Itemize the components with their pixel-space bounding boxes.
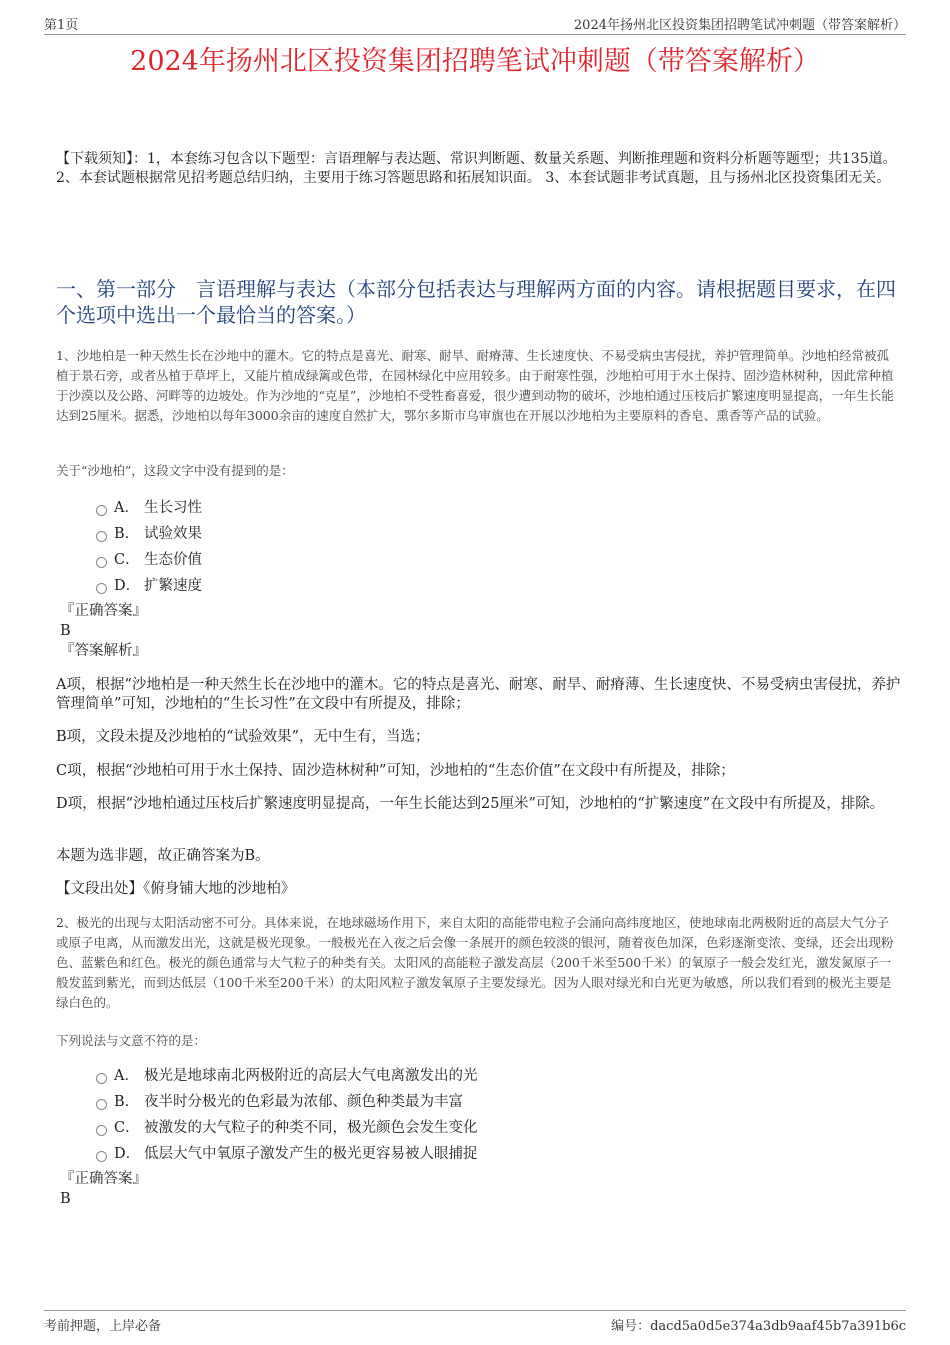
q1-passage: 1、沙地柏是一种天然生长在沙地中的灌木。它的特点是喜光、耐寒、耐旱、耐瘠薄、生长速度快、不易受病虫害侵扰，养护管理简单。沙地柏经常被孤植于景石旁，或者丛植于草坪上，又能片植成绿篱或色带，在园林绿化中应用较多。由于耐寒性强，沙地柏可用于水土保持、固沙造林树种，因此常种植于沙漠以及公路、河畔等的边坡处。作为沙地的“克星”，沙地柏不受牲畜喜爱，很少遭到动物的破坏，沙地柏通过压枝后扩繁速度明显提高，一年生长能达到25厘米。据悉，沙地柏以每年3000余亩的速度自然扩大，鄂尔多斯市乌审旗也在开展以沙地柏为主要原料的香皂、熏香等产品的试验。 [56, 348, 894, 423]
q1-option-c[interactable]: C． 生态价值 [96, 548, 202, 574]
q1-answer-label: 『正确答案』 [60, 603, 147, 619]
page-title: 2024年扬州北区投资集团招聘笔试冲刺题（带答案解析） [130, 46, 820, 77]
q1-option-b[interactable]: B． 试验效果 [96, 522, 202, 548]
radio-icon[interactable] [96, 1125, 107, 1136]
radio-icon[interactable] [96, 505, 107, 516]
q1-analysis-a: A项，根据“沙地柏是一种天然生长在沙地中的灌木。它的特点是喜光、耐寒、耐旱、耐瘠薄、生长速度快、不易受病虫害侵扰，养护管理简单”可知，沙地柏的“生长习性”在文段中有所提及，排除； [56, 677, 901, 712]
q2-option-b[interactable]: B． 夜半时分极光的色彩最为浓郁、颜色种类最为丰富 [96, 1090, 478, 1116]
radio-icon[interactable] [96, 1151, 107, 1162]
q1-option-d[interactable]: D． 扩繁速度 [96, 574, 202, 600]
q1-source: 【文段出处】《俯身铺大地的沙地柏》 [56, 881, 296, 897]
q1-conclusion: 本题为选非题，故正确答案为B。 [56, 848, 270, 864]
q2-answer-label: 『正确答案』 [60, 1171, 147, 1187]
q1-analysis-label: 『答案解析』 [60, 643, 147, 659]
q1-option-a[interactable]: A． 生长习性 [96, 496, 202, 522]
doc-code: dacd5a0d5e374a3db9aaf45b7a391b6c [650, 1319, 906, 1334]
q1-question: 关于“沙地柏”，这段文字中没有提到的是： [56, 463, 294, 478]
q1-options [96, 496, 202, 600]
radio-icon[interactable] [96, 531, 107, 542]
footer-code: 编号：dacd5a0d5e374a3db9aaf45b7a391b6c [611, 1319, 906, 1334]
radio-icon[interactable] [96, 583, 107, 594]
radio-icon[interactable] [96, 557, 107, 568]
header-doc-title: 2024年扬州北区投资集团招聘笔试冲刺题（带答案解析） [573, 18, 906, 33]
q2-answer: B [60, 1191, 71, 1207]
q1-analysis-b: B项，文段未提及沙地柏的“试验效果”，无中生有，当选； [56, 729, 430, 745]
q2-option-a[interactable]: A． 极光是地球南北两极附近的高层大气电离激发出的光 [96, 1064, 478, 1090]
radio-icon[interactable] [96, 1073, 107, 1084]
q1-analysis-c: C项，根据“沙地柏可用于水土保持、固沙造林树种”可知，沙地柏的“生态价值”在文段中有所提及，排除； [56, 763, 735, 779]
q1-analysis-d: D项，根据“沙地柏通过压枝后扩繁速度明显提高，一年生长能达到25厘米”可知，沙地柏的“扩繁速度”在文段中有所提及，排除。 [56, 796, 885, 812]
q2-passage: 2、极光的出现与太阳活动密不可分。具体来说，在地球磁场作用下，来自太阳的高能带电粒子会涌向高纬度地区，使地球南北两极附近的高层大气分子或原子电离，从而激发出光，这就是极光现象。一般极光在入夜之后会像一条展开的颜色较淡的银河，随着夜色加深，色彩逐渐变浓、变绿，还会出现粉色、蓝紫色和红色。极光的颜色通常与大气粒子的种类有关。太阳风的高能粒子激发高层（200千米至500千米）的氧原子一般会发红光，激发氮原子一般发蓝到紫光，而到达低层（100千米至200千米）的太阳风粒子激发氧原子主要发绿光。因为人眼对绿光和白光更为敏感，所以我们看到的极光主要是绿白色的。 [56, 915, 894, 1010]
q1-answer: B [60, 623, 71, 639]
page-number: 第1页 [44, 18, 79, 33]
page-header [44, 14, 906, 35]
section-title: 一、第一部分 言语理解与表达（本部分包括表达与理解两方面的内容。请根据题目要求，在四个选项中选出一个最恰当的答案。） [56, 277, 896, 327]
page-footer [44, 1310, 906, 1333]
radio-icon[interactable] [96, 1099, 107, 1110]
q2-option-c[interactable]: C． 被激发的大气粒子的种类不同，极光颜色会发生变化 [96, 1116, 478, 1142]
q2-question: 下列说法与文意不符的是： [56, 1033, 207, 1048]
q2-options [96, 1064, 478, 1168]
footer-slogan: 考前押题，上岸必备 [44, 1319, 162, 1334]
download-notice: 【下载须知】：1，本套练习包含以下题型：言语理解与表达题、常识判断题、数量关系题、判断推理题和资料分析题等题型；共135道。 2、本套试题根据常见招考题总结归纳，主要用于练习答题思路和拓展知识面。 3、本套试题非考试真题，且与扬州北区投资集团无关。 [56, 151, 897, 186]
q2-option-d[interactable]: D． 低层大气中氧原子激发产生的极光更容易被人眼捕捉 [96, 1142, 478, 1168]
